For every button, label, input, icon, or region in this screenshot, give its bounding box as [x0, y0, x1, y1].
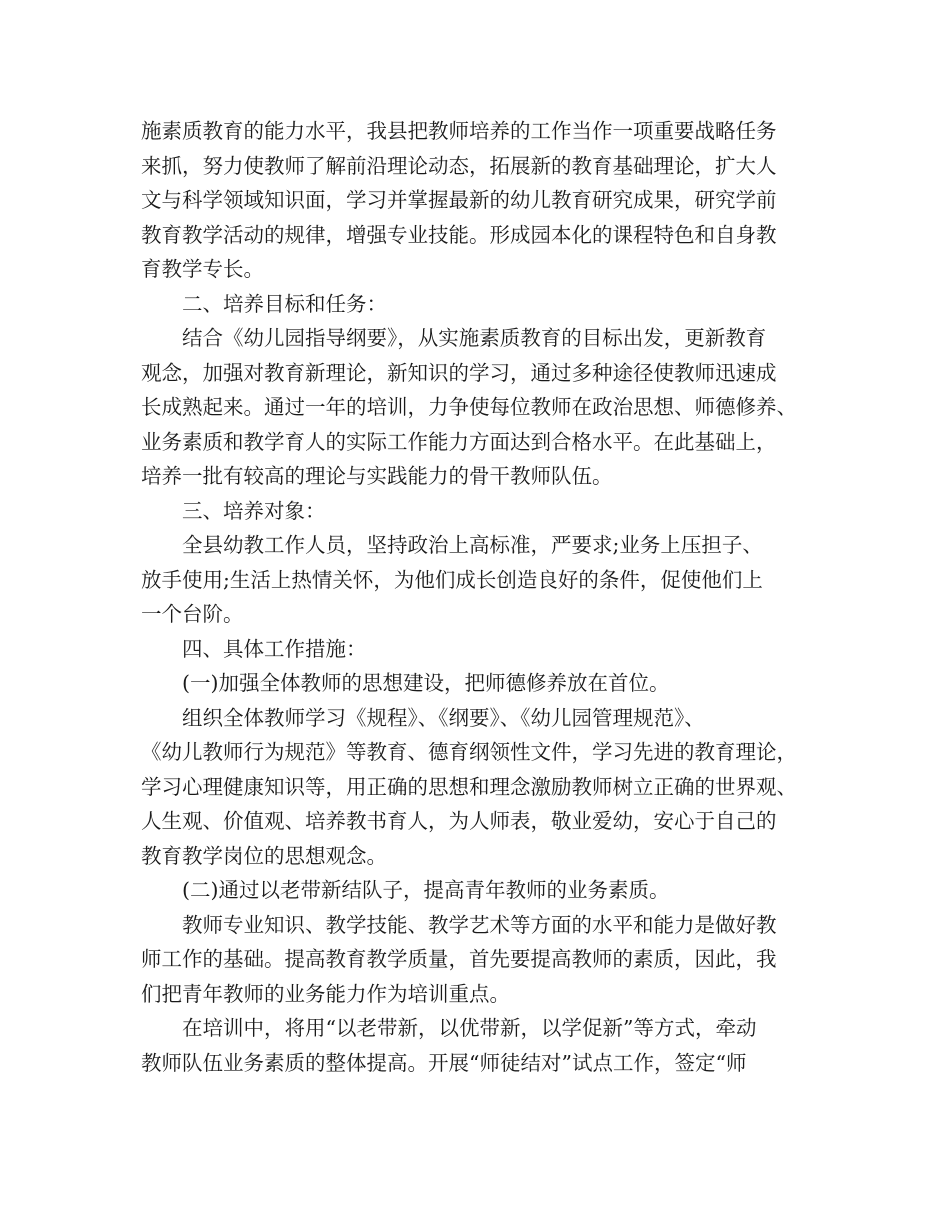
- text-line: 全县幼教工作人员，坚持政治上高标准，严要求;业务上压担子、: [182, 533, 763, 557]
- text-line: 《幼儿教师行为规范》等教育、德育纲领性文件，学习先进的教育理论，: [141, 740, 797, 764]
- text-line: 师工作的基础。提高教育教学质量，首先要提高教师的素质，因此，我: [141, 947, 777, 971]
- text-line: 教师队伍业务素质的整体提高。开展“师徒结对”试点工作，签定“师: [141, 1050, 747, 1075]
- text-line: 育教学专长。: [141, 257, 264, 281]
- text-line: 在培训中，将用“以老带新，以优带新，以学促新”等方式，牵动: [182, 1016, 757, 1040]
- text-line: 业务素质和教学育人的实际工作能力方面达到合格水平。在此基础上，: [141, 429, 777, 454]
- text-line: 放手使用;生活上热情关怀，为他们成长创造良好的条件，促使他们上: [141, 567, 763, 592]
- text-line: 结合《幼儿园指导纲要》，从实施素质教育的目标出发，更新教育: [182, 326, 767, 350]
- text-line: 观念，加强对教育新理论，新知识的学习，通过多种途径使教师迅速成: [141, 360, 777, 385]
- text-line: 教育教学活动的规律，增强专业技能。形成园本化的课程特色和自身教: [141, 222, 777, 247]
- text-line: 长成熟起来。通过一年的培训，力争使每位教师在政治思想、师德修养、: [141, 395, 797, 419]
- text-line: 施素质教育的能力水平，我县把教师培养的工作当作一项重要战略任务: [141, 119, 777, 143]
- text-line: 一个台阶。: [141, 602, 244, 626]
- text-line: 文与科学领域知识面，学习并掌握最新的幼儿教育研究成果，研究学前: [141, 188, 777, 212]
- text-line: 学习心理健康知识等，用正确的思想和理念激励教师树立正确的世界观、: [141, 774, 797, 799]
- text-line: 培养一批有较高的理论与实践能力的骨干教师队伍。: [141, 464, 613, 488]
- text-line: 人生观、价值观、培养教书育人，为人师表，敬业爱幼，安心于自己的: [141, 809, 777, 833]
- text-line: 们把青年教师的业务能力作为培训重点。: [141, 981, 510, 1006]
- text-line: (一)加强全体教师的思想建设，把师德修养放在首位。: [182, 671, 670, 695]
- text-line: 三、培养对象：: [182, 498, 326, 523]
- text-line: 来抓，努力使教师了解前沿理论动态，拓展新的教育基础理论，扩大人: [141, 153, 777, 178]
- text-line: 教育教学岗位的思想观念。: [141, 843, 387, 868]
- text-line: 二、培养目标和任务：: [182, 291, 387, 316]
- text-line: (二)通过以老带新结队子，提高青年教师的业务素质。: [182, 878, 670, 902]
- text-line: 四、具体工作措施：: [182, 636, 367, 661]
- text-line: 教师专业知识、教学技能、教学艺术等方面的水平和能力是做好教: [182, 912, 777, 937]
- text-line: 组织全体教师学习《规程》、《纲要》、《幼儿园管理规范》、: [182, 705, 705, 730]
